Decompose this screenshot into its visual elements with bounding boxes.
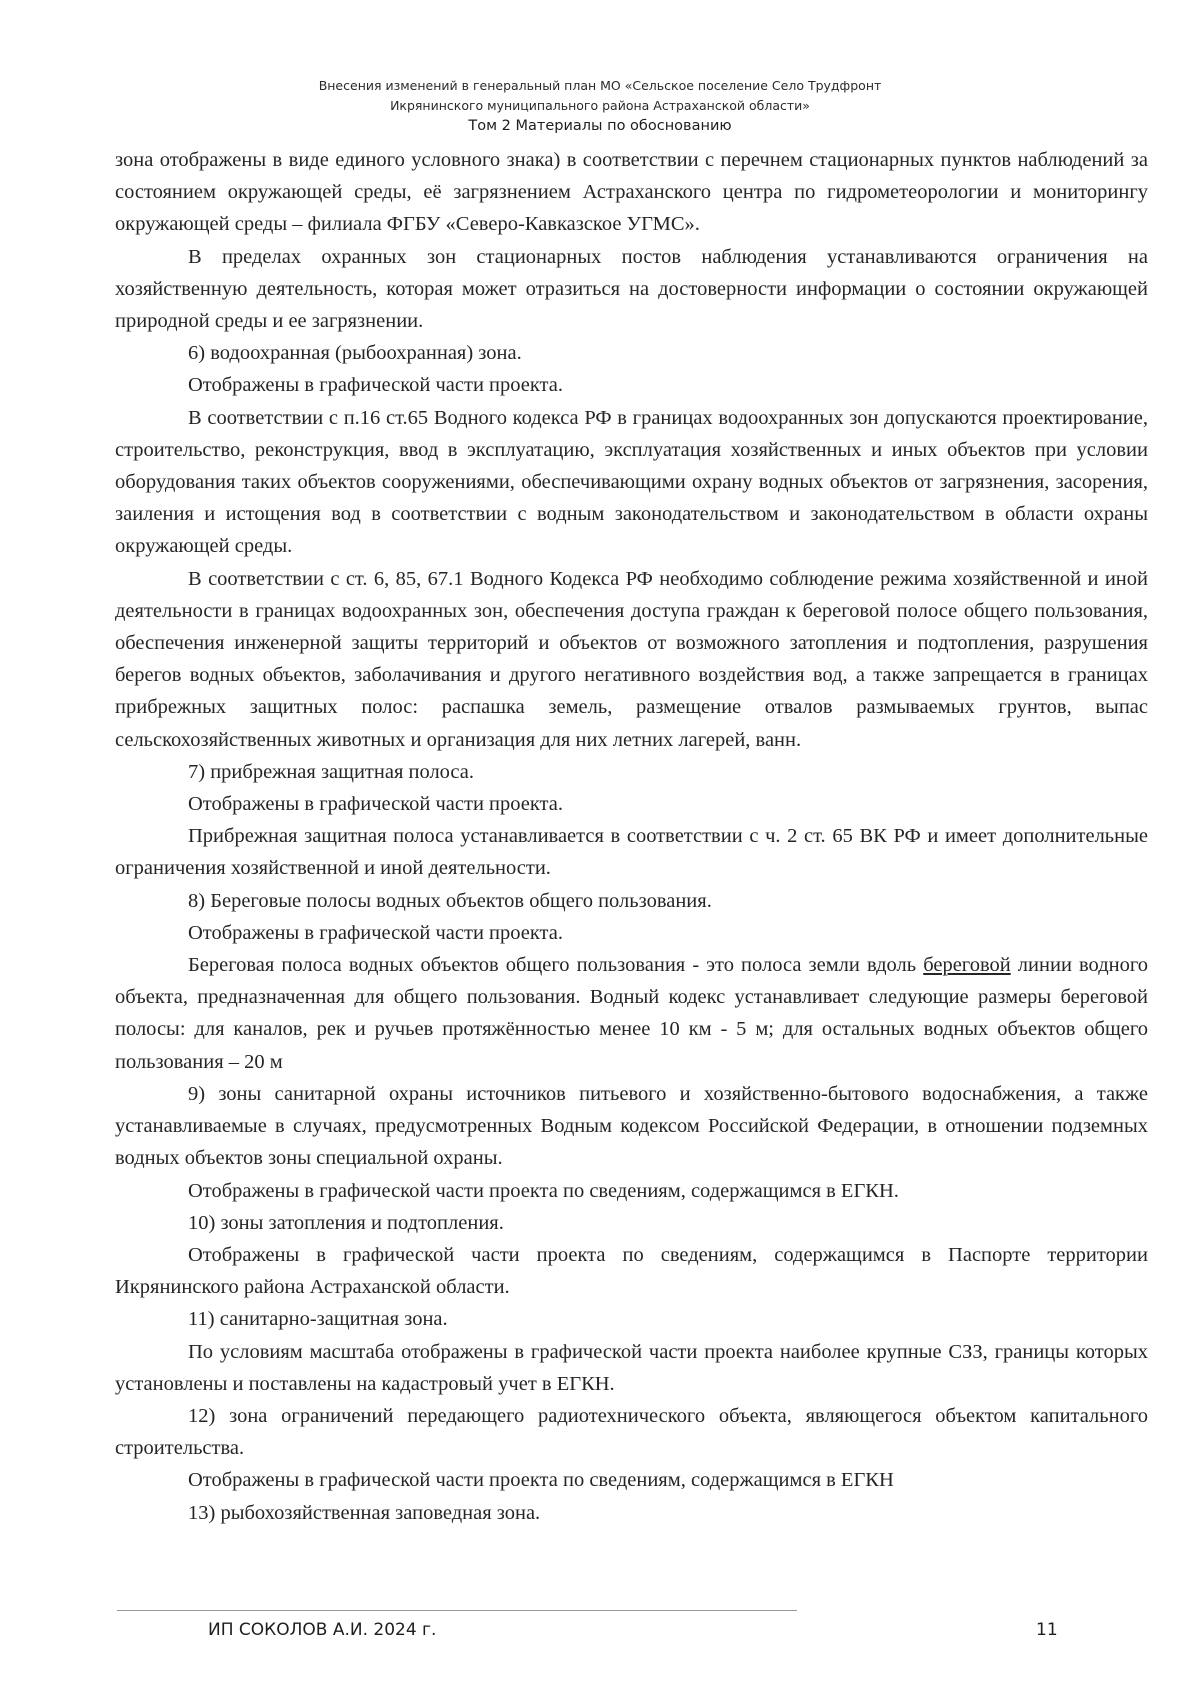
list-item-heading: 6) водоохранная (рыбоохранная) зона. [188, 342, 522, 365]
list-item-heading: 11) санитарно-защитная зона. [188, 1308, 448, 1331]
paragraph: Отображены в графической части проекта. [188, 374, 563, 397]
paragraph: Отображены в графической части проекта. [188, 793, 563, 816]
paragraph: В соответствии с ст. 6, 85, 67.1 Водного Кодекса РФ необходимо соблюдение режима хозяйственной и иной деятельности в границах водоохранных зон, обеспечения доступа граждан к береговой полосе общего пользования, обеспечения инженерной защиты территорий и объектов от возможного затопления и подтопления, разрушения берегов водных объектов, заболачивания и другого негативного воздействия вод, а также запрещается в границах прибрежных защитных полос: распашка земель, размещение отвалов размываемых грунтов, выпас сельскохозяйственных животных и организация для них летних лагерей, ванн. [115, 567, 1148, 751]
list-item-heading: 9) зоны санитарной охраны источников питьевого и хозяйственно-бытового водоснабжения, а также устанавливаемые в случаях, предусмотренных Водным кодексом Российской Федерации, в отношении подземных водных объектов зоны специальной охраны. [115, 1082, 1148, 1170]
paragraph: Отображены в графической части проекта по сведениям, содержащимся в ЕГКН. [188, 1179, 899, 1202]
paragraph: Отображены в графической части проекта. [188, 921, 563, 944]
paragraph: Отображены в графической части проекта по сведениям, содержащимся в ЕГКН [188, 1469, 894, 1492]
document-body [115, 144, 1148, 1529]
underlined-term: береговой [923, 954, 1011, 977]
list-item-heading: 7) прибрежная защитная полоса. [188, 760, 475, 783]
list-item-heading: 10) зоны затопления и подтопления. [188, 1211, 504, 1234]
header-line-1: Внесения изменений в генеральный план МО «Сельское поселение Село Трудфронт [318, 78, 882, 93]
paragraph: Прибрежная защитная полоса устанавливается в соответствии с ч. 2 ст. 65 ВК РФ и имеет дополнительные ограничения хозяйственной и иной деятельности. [115, 825, 1148, 880]
paragraph: В соответствии с п.16 ст.65 Водного кодекса РФ в границах водоохранных зон допускаются проектирование, строительство, реконструкция, ввод в эксплуатацию, эксплуатация хозяйственных и иных объектов при условии оборудования таких объектов сооружениями, обеспечивающими охрану водных объектов от загрязнения, засорения, заиления и истощения вод в соответствии с водным законодательством и законодательством в области охраны окружающей среды. [115, 406, 1148, 558]
paragraph: По условиям масштаба отображены в графической части проекта наиболее крупные СЗЗ, границы которых установлены и поставлены на кадастровый учет в ЕГКН. [115, 1340, 1148, 1395]
paragraph [115, 949, 1148, 1078]
header-volume-title: Том 2 Материалы по обоснованию [468, 118, 732, 134]
list-item-heading: 12) зона ограничений передающего радиотехнического объекта, являющегося объектом капитального строительства. [115, 1404, 1148, 1460]
footer-author: ИП СОКОЛОВ А.И. 2024 г. [208, 1620, 437, 1640]
footer-divider [117, 1610, 797, 1611]
paragraph: зона отображены в виде единого условного знака) в соответствии с перечнем стационарных пунктов наблюдений за состоянием окружающей среды, её загрязнением Астраханского центра по гидрометеорологии и мониторингу окружающей среды – филиала ФГБУ «Северо-Кавказское УГМС». [115, 149, 1148, 236]
list-item-heading: 8) Береговые полосы водных объектов общего пользования. [188, 889, 712, 912]
text-segment: линии водного объекта, предназначенная для общего пользования. Водный кодекс устанавливает следующие размеры береговой полосы: для каналов, рек и ручьев протяжённостью менее 10 км - 5 м; для остальных водных объектов общего пользования – 20 м [115, 954, 1148, 1073]
list-item-heading: 13) рыбохозяйственная заповедная зона. [188, 1501, 541, 1524]
page-number: 11 [1036, 1620, 1058, 1640]
paragraph: В пределах охранных зон стационарных постов наблюдения устанавливаются ограничения на хозяйственную деятельность, которая может отразиться на достоверности информации о состоянии окружающей природной среды и ее загрязнении. [115, 245, 1148, 333]
text-segment: Береговая полоса водных объектов общего пользования - это полоса земли вдоль [188, 954, 924, 977]
paragraph: Отображены в графической части проекта по сведениям, содержащимся в Паспорте территории Икрянинского района Астраханской области. [115, 1243, 1148, 1299]
header-line-2: Икрянинского муниципального района Астраханской области» [390, 98, 810, 113]
page-header [0, 76, 1200, 137]
